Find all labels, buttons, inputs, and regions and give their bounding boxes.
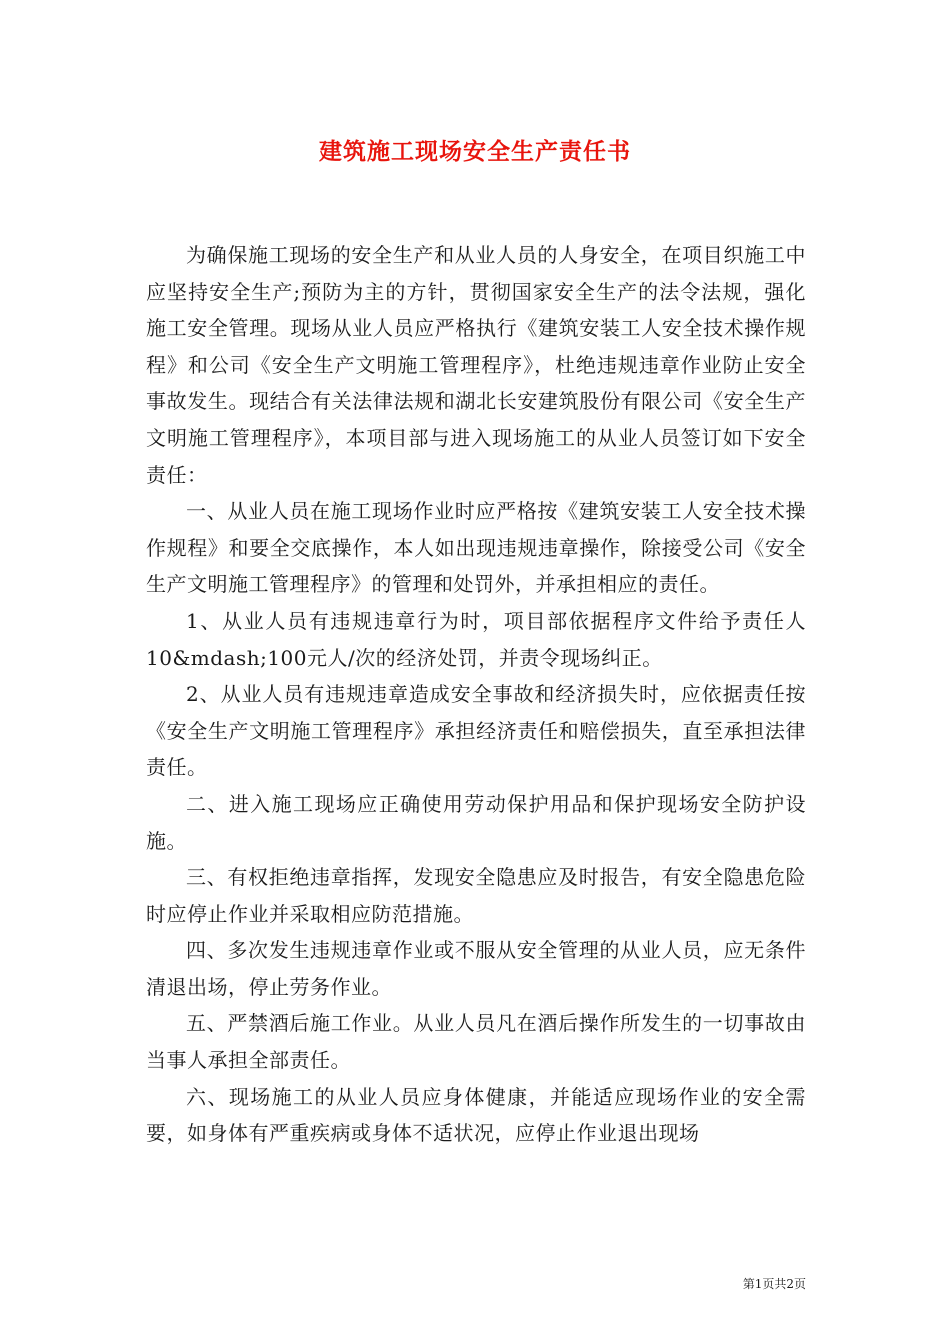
- clause-1-sub-1-paragraph: 1、从业人员有违规违章行为时，项目部依据程序文件给予责任人10&mdash;100元人/次的经济处罚，并责令现场纠正。: [146, 608, 806, 670]
- page-number-footer: 第1页共2页: [742, 1277, 806, 1291]
- clause-2-paragraph: 二、进入施工现场应正确使用劳动保护用品和保护现场安全防护设施。: [146, 791, 806, 853]
- clause-1-sub-2-paragraph: 2、从业人员有违规违章造成安全事故和经济损失时，应依据责任按《安全生产文明施工管理程序》承担经济责任和赔偿损失，直至承担法律责任。: [146, 682, 806, 780]
- clause-4-paragraph: 四、多次发生违规违章作业或不服从安全管理的从业人员，应无条件清退出场，停止劳务作业。: [146, 938, 806, 999]
- document-body: [146, 237, 806, 1152]
- intro-paragraph: 为确保施工现场的安全生产和从业人员的人身安全，在项目织施工中应坚持安全生产;预防为主的方针，贯彻国家安全生产的法令法规，强化施工安全管理。现场从业人员应严格执行《建筑安装工人安全技术操作规程》和公司《安全生产文明施工管理程序》，杜绝违规违章作业防止安全事故发生。现结合有关法律法规和湖北长安建筑股份有限公司《安全生产文明施工管理程序》，本项目部与进入现场施工的从业人员签订如下安全责任：: [146, 243, 806, 487]
- clause-3-paragraph: 三、有权拒绝违章指挥，发现安全隐患应及时报告，有安全隐患危险时应停止作业并采取相应防范措施。: [146, 865, 806, 926]
- document-title: 建筑施工现场安全生产责任书: [319, 138, 631, 165]
- clause-6-paragraph: 六、现场施工的从业人员应身体健康，并能适应现场作业的安全需要，如身体有严重疾病或身体不适状况，应停止作业退出现场: [146, 1084, 806, 1146]
- clause-1-paragraph: 一、从业人员在施工现场作业时应严格按《建筑安装工人安全技术操作规程》和要全交底操作，本人如出现违规违章操作，除接受公司《安全生产文明施工管理程序》的管理和处罚外，并承担相应的责任。: [146, 499, 806, 597]
- clause-5-paragraph: 五、严禁酒后施工作业。从业人员凡在酒后操作所发生的一切事故由当事人承担全部责任。: [146, 1011, 806, 1073]
